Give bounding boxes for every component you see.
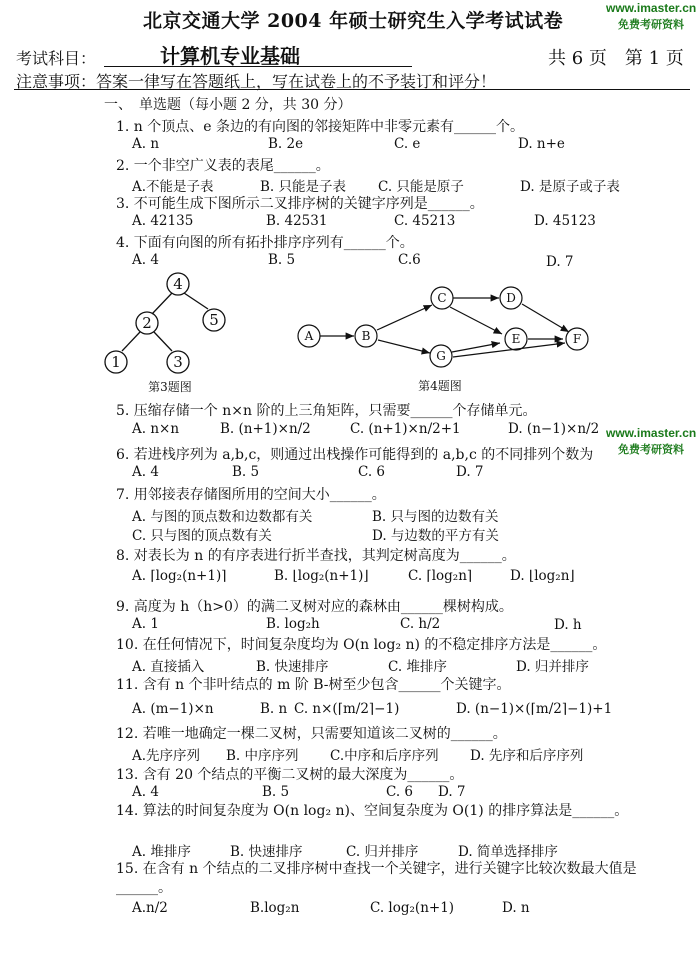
fig4-label-g: G: [436, 349, 446, 363]
q3-option-b: B. 42531: [266, 213, 328, 229]
watermark-tagline: 免费考研资料: [618, 18, 684, 31]
fig4-edge-c-e: [450, 307, 502, 334]
question-4: 4. 下面有向图的所有拓扑排序序列有______个。: [116, 235, 414, 251]
q3-option-a: A. 42135: [132, 213, 194, 229]
q13-option-a: A. 4: [132, 784, 159, 800]
q10-option-a: A. 直接插入: [132, 659, 205, 675]
figure-3-bst: [100, 268, 240, 398]
q13-option-d: D. 7: [438, 784, 466, 800]
q4-option-a: A. 4: [132, 252, 159, 268]
q8-option-b: B. ⌊log₂(n+1)⌋: [274, 568, 369, 584]
q9-option-c: C. h/2: [400, 616, 441, 632]
fig4-label-b: B: [361, 329, 371, 343]
fig3-edge-4-2: [152, 293, 172, 314]
question-11: 11. 含有 n 个非叶结点的 m 阶 B-树至少包含______个关键字。: [116, 677, 511, 693]
notice-divider: [14, 89, 690, 90]
fig4-edge-b-c: [377, 305, 432, 330]
q7-option-b: B. 只与图的边数有关: [372, 509, 499, 525]
page-count: 共 6 页 第 1 页: [548, 48, 684, 69]
fig4-label-e: E: [511, 332, 521, 346]
q4-option-b: B. 5: [268, 252, 296, 268]
q15-option-b: B.log₂n: [250, 900, 300, 916]
watermark-tagline-mid: 免费考研资料: [618, 443, 684, 456]
q2-option-a: A.不能是子表: [132, 179, 214, 195]
q1-option-d: D. n+e: [518, 136, 565, 152]
q7-option-a: A. 与图的顶点数和边数都有关: [132, 509, 313, 525]
question-7: 7. 用邻接表存储图所用的空间大小______。: [116, 487, 386, 503]
q10-option-c: C. 堆排序: [388, 659, 447, 675]
q6-option-d: D. 7: [456, 464, 484, 480]
fig4-edge-b-g: [378, 340, 430, 353]
q2-option-c: C. 只能是原子: [378, 179, 464, 195]
q9-option-a: A. 1: [132, 616, 159, 632]
fig4-edge-g-f: [453, 343, 565, 357]
question-10: 10. 在任何情况下，时间复杂度均为 O(n log₂ n) 的不稳定排序方法是______。: [116, 637, 607, 653]
q12-option-c: C.中序和后序序列: [330, 748, 439, 764]
q12-option-d: D. 先序和后序序列: [470, 748, 584, 764]
fig3-edge-2-3: [154, 332, 172, 351]
q14-option-d: D. 简单选择排序: [458, 844, 558, 860]
q8-option-a: A. ⌈log₂(n+1)⌉: [132, 568, 227, 584]
q9-option-d: D. h: [554, 617, 582, 633]
q1-option-a: A. n: [132, 136, 160, 152]
q11-option-a: A. (m−1)×n: [132, 701, 214, 717]
notice: 注意事项：答案一律写在答题纸上，写在试卷上的不予装订和评分！: [16, 72, 497, 91]
q15-option-d: D. n: [502, 900, 530, 916]
q8-option-c: C. ⌈log₂n⌉: [408, 568, 473, 584]
fig3-label-3: 3: [173, 353, 183, 371]
q14-option-c: C. 归并排序: [346, 844, 419, 860]
q11-option-b: B. n: [260, 701, 288, 717]
watermark-site-mid: www.imaster.cn: [606, 426, 697, 440]
q10-option-b: B. 快速排序: [256, 659, 329, 675]
q1-option-b: B. 2e: [268, 136, 304, 152]
question-5: 5. 压缩存储一个 n×n 阶的上三角矩阵，只需要______个存储单元。: [116, 403, 537, 419]
q5-option-b: B. (n+1)×n/2: [220, 421, 311, 437]
question-13: 13. 含有 20 个结点的平衡二叉树的最大深度为______。: [116, 767, 464, 783]
q12-option-a: A.先序序列: [132, 748, 201, 764]
page-title: 北京交通大学 2004 年硕士研究生入学考试试卷: [143, 10, 564, 32]
q7-option-c: C. 只与图的顶点数有关: [132, 528, 272, 544]
q3-option-d: D. 45123: [534, 213, 596, 229]
fig3-caption: 第3题图: [148, 380, 192, 394]
question-6: 6. 若进栈序列为 a,b,c，则通过出栈操作可能得到的 a,b,c 的不同排列个数为: [116, 447, 594, 463]
fig3-label-1: 1: [111, 353, 121, 371]
question-1: 1. n 个顶点、e 条边的有向图的邻接矩阵中非零元素有______个。: [116, 119, 525, 135]
q3-option-c: C. 45213: [394, 213, 456, 229]
q2-option-d: D. 是原子或子表: [520, 179, 620, 195]
q12-option-b: B. 中序序列: [226, 748, 299, 764]
q15-option-c: C. log₂(n+1): [370, 900, 455, 916]
question-14: 14. 算法的时间复杂度为 O(n log₂ n)、空间复杂度为 O(1) 的排序算法是______。: [116, 803, 629, 819]
question-3: 3. 不可能生成下图所示二叉排序树的关键字序列是______。: [116, 196, 484, 212]
q4-option-d: D. 7: [546, 254, 574, 270]
subject-value: 计算机专业基础: [160, 44, 300, 68]
q13-option-c: C. 6: [386, 784, 414, 800]
figure-4-digraph: [290, 276, 600, 394]
subject-label: 考试科目：: [16, 49, 97, 68]
fig3-edge-2-1: [122, 332, 140, 351]
q4-option-c: C.6: [398, 252, 421, 268]
question-2: 2. 一个非空广义表的表尾______。: [116, 158, 330, 174]
q13-option-b: B. 5: [262, 784, 290, 800]
q10-option-d: D. 归并排序: [516, 659, 589, 675]
fig3-label-5: 5: [209, 311, 219, 329]
question-9: 9. 高度为 h（h>0）的满二叉树对应的森林由______棵树构成。: [116, 599, 513, 615]
watermark-site: www.imaster.cn: [606, 1, 697, 15]
fig4-caption: 第4题图: [418, 379, 462, 393]
fig3-label-2: 2: [142, 314, 152, 332]
q5-option-c: C. (n+1)×n/2+1: [350, 421, 461, 437]
fig4-label-c: C: [437, 291, 447, 305]
q5-option-a: A. n×n: [132, 421, 180, 437]
fig4-label-f: F: [572, 332, 582, 346]
q1-option-c: C. e: [394, 136, 421, 152]
q6-option-a: A. 4: [132, 464, 159, 480]
question-8: 8. 对表长为 n 的有序表进行折半查找，其判定树高度为______。: [116, 548, 516, 564]
q11-option-d: D. (n−1)×(⌈m/2⌉−1)+1: [456, 701, 613, 717]
q8-option-d: D. ⌊log₂n⌋: [510, 568, 575, 584]
fig3-label-4: 4: [173, 275, 183, 293]
q9-option-b: B. log₂h: [266, 616, 320, 632]
fig3-edge-4-5: [184, 293, 208, 309]
fig4-label-d: D: [506, 291, 516, 305]
q6-option-b: B. 5: [232, 464, 260, 480]
q6-option-c: C. 6: [358, 464, 386, 480]
fig4-edge-g-e: [452, 343, 500, 352]
question-15: 15. 在含有 n 个结点的二叉排序树中查找一个关键字，进行关键字比较次数最大值是______。: [116, 861, 637, 896]
fig4-label-a: A: [304, 329, 314, 343]
q15-option-a: A.n/2: [132, 900, 168, 916]
q11-option-c: C. n×(⌈m/2⌉−1): [294, 701, 400, 717]
q5-option-d: D. (n−1)×n/2: [508, 421, 600, 437]
question-12: 12. 若唯一地确定一棵二叉树，只需要知道该二叉树的______。: [116, 726, 507, 742]
q14-option-b: B. 快速排序: [230, 844, 303, 860]
q2-option-b: B. 只能是子表: [260, 179, 347, 195]
q7-option-d: D. 与边数的平方有关: [372, 528, 499, 544]
q14-option-a: A. 堆排序: [132, 844, 191, 860]
fig4-edge-d-f: [522, 304, 569, 332]
section-heading: 一、 单选题（每小题 2 分，共 30 分）: [104, 97, 352, 113]
